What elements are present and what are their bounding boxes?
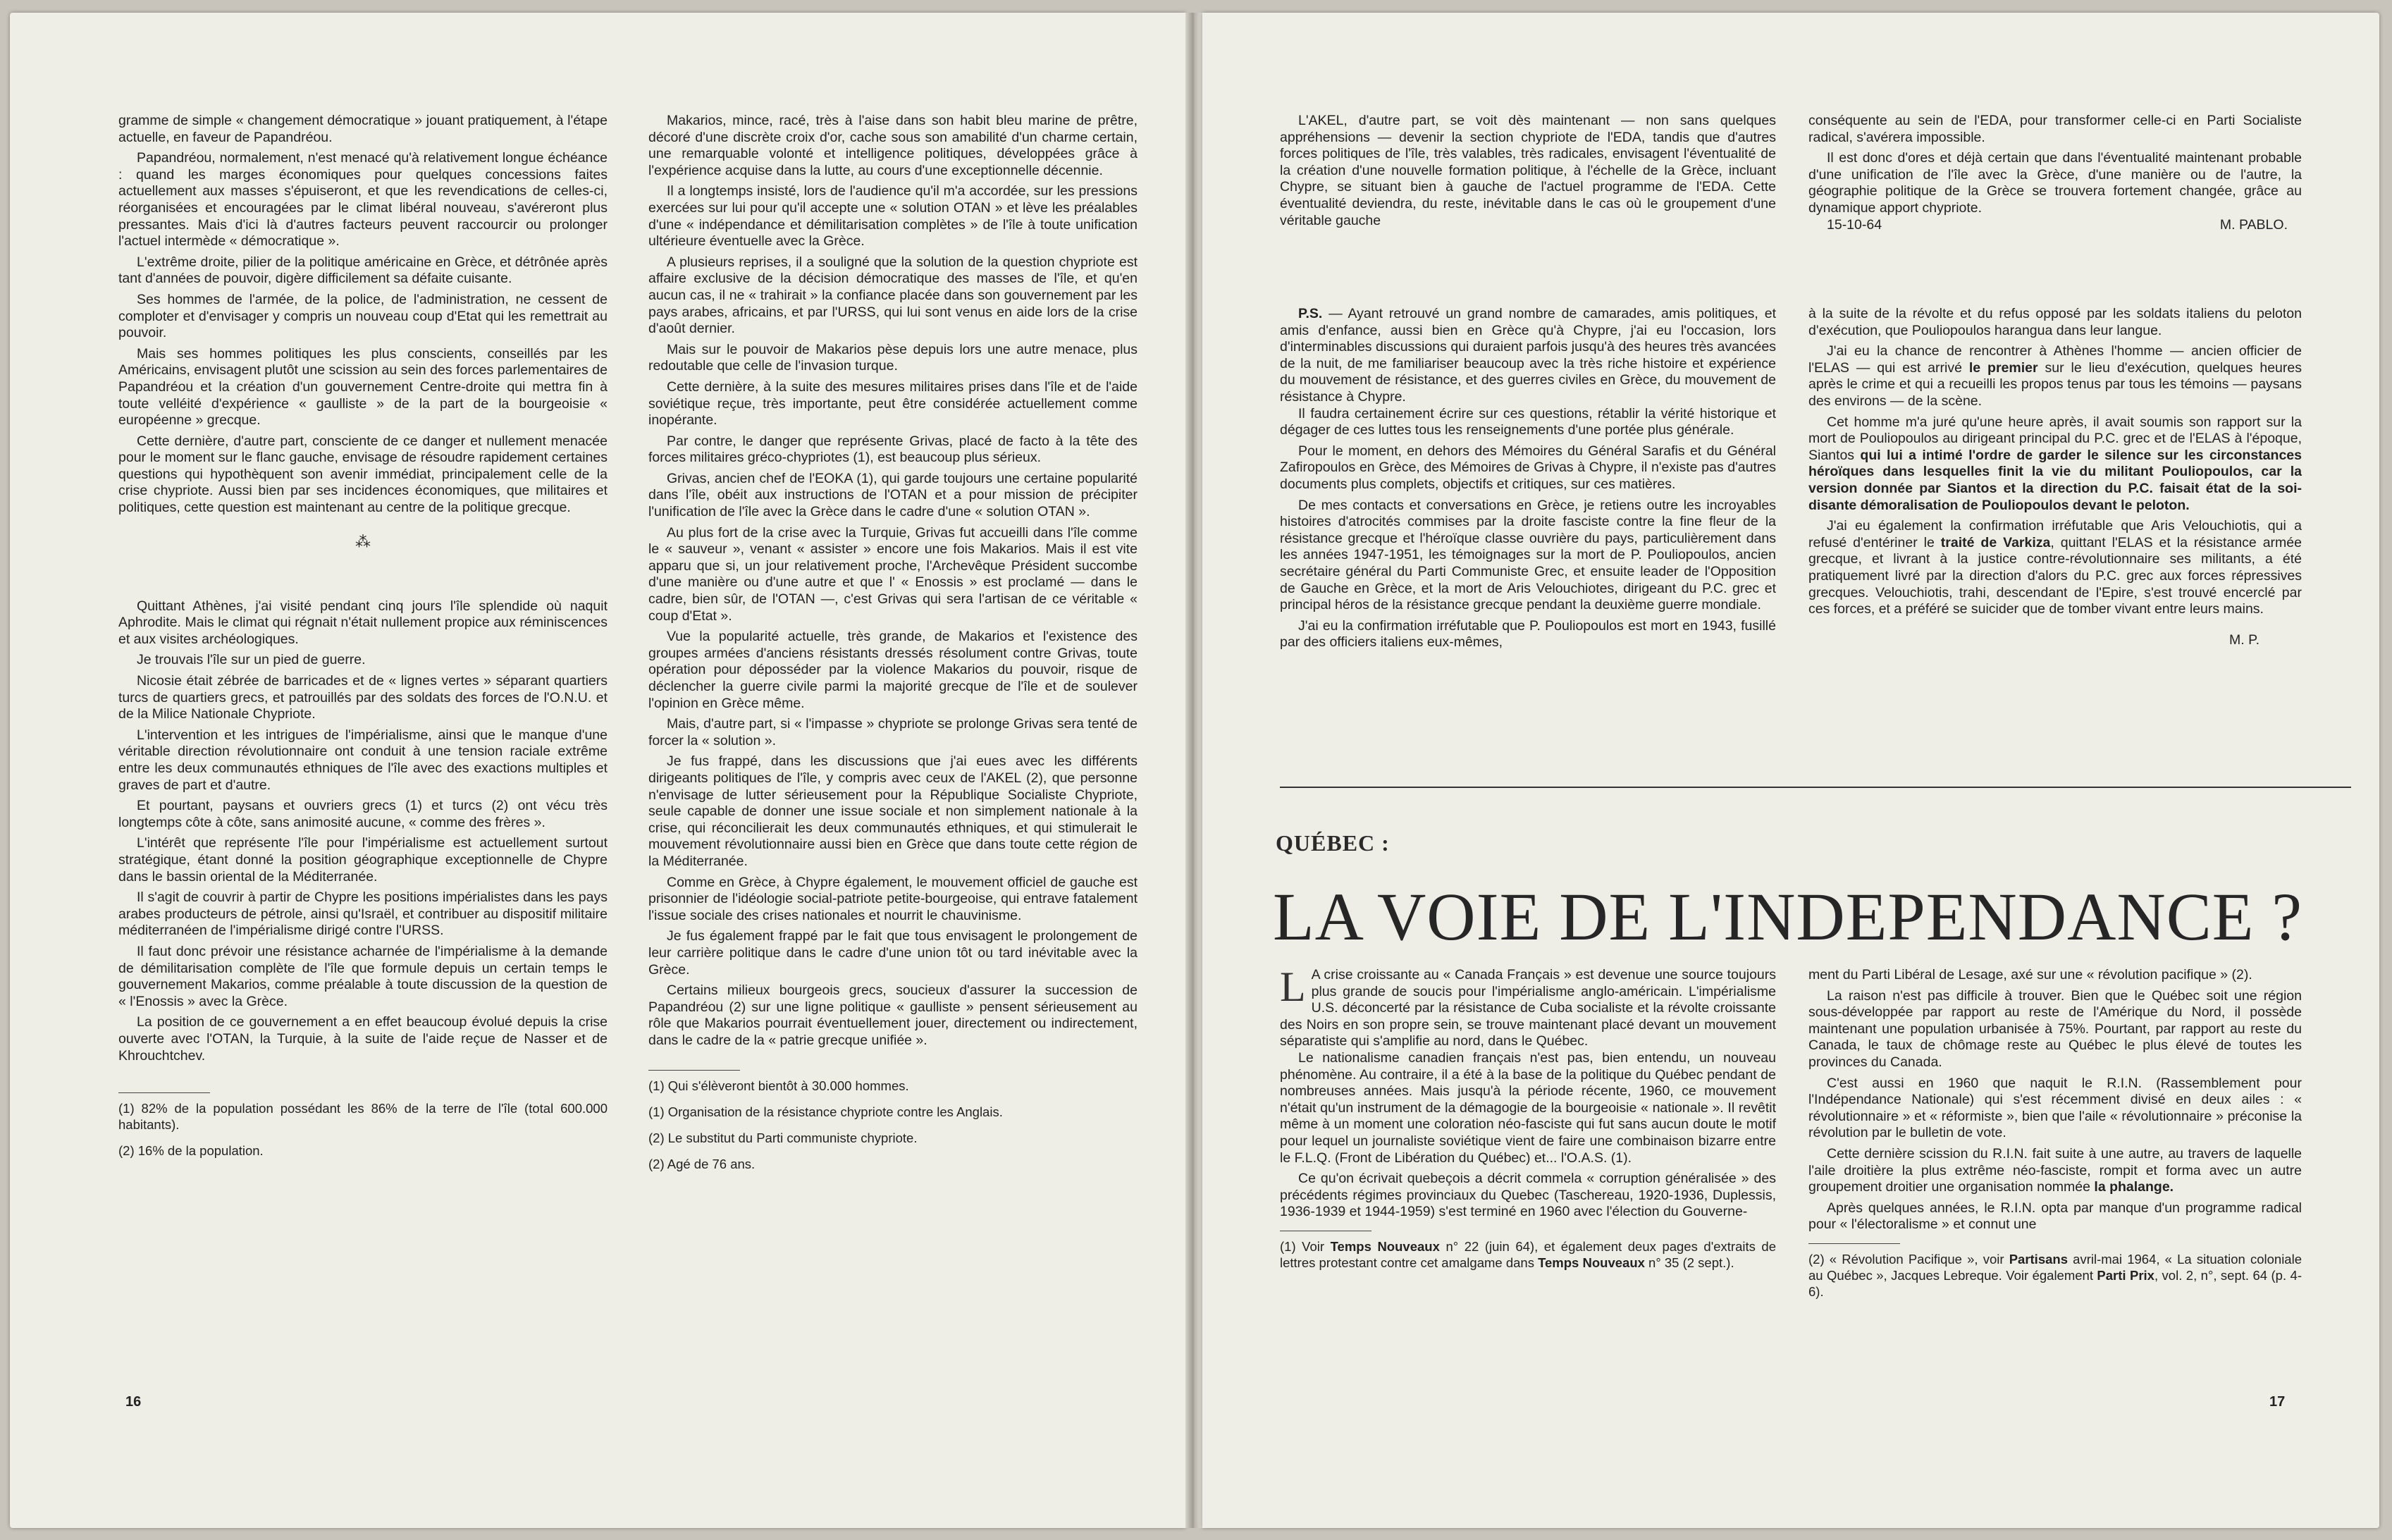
signature-date: 15-10-64	[1827, 216, 1882, 233]
paragraph: Le nationalisme canadien français n'est pas, bien entendu, un nouveau phénomène. Au contraire, il a été à la base de la politique du Québec pendant de nombreuses années. Mais jusqu'à la période récente, 1960, ce mouvement n'était qu'un instrument de la démagogie de la bourgeoisie « nationale ». Il revêtit même à un moment une coloration néo-fasciste qui fut sans aucun doute le motif pour lequel un journaliste soviétique vient de faire une combinaison bizarre entre le F.L.Q. (Front de Libération du Québec) et... l'O.A.S. (1).	[1280, 1049, 1776, 1166]
paragraph: J'ai eu la confirmation irréfutable que P. Pouliopoulos est mort en 1943, fusillé par des officiers italiens eux-mêmes,	[1280, 617, 1776, 651]
paragraph: Cette dernière, à la suite des mesures militaires prises dans l'île et de l'aide soviétique reçue, très importante, peut être considérée actuellement comme inopérante.	[648, 378, 1138, 429]
drop-cap: L	[1280, 963, 1306, 1010]
paragraph: L'intérêt que représente l'île pour l'impérialisme est actuellement surtout stratégique, étant donné la position géographique exceptionnelle de Chypre dans le bassin oriental de la Méditerranée.	[118, 835, 608, 885]
postscript-column-2	[1808, 306, 2302, 648]
paragraph: conséquente au sein de l'EDA, pour transformer celle-ci en Parti Socialiste radical, s'avérera impossible.	[1808, 113, 2302, 145]
text-run: n° 22 (juin 64), et également deux pages d'extraits de lettres protestant contre cet amalgame dans	[1280, 1238, 1777, 1270]
paragraph: Mais, d'autre part, si « l'impasse » chypriote se prolonge Grivas sera tenté de forcer la « solution ».	[648, 716, 1138, 749]
footnote-rule	[648, 1070, 740, 1071]
section-asterism: ⁂	[355, 532, 371, 550]
right-page	[1202, 13, 2379, 1528]
paragraph: Mais sur le pouvoir de Makarios pèse depuis lors une autre menace, plus redoutable que celle de l'invasion turque.	[648, 341, 1138, 374]
text-run: (1) Voir	[1280, 1238, 1331, 1254]
paragraph: Comme en Grèce, à Chypre également, le mouvement officiel de gauche est prisonnier de l'idéologie social-patriote petite-bourgeoise, qui entrave fatalement l'issue sociale des crises nationales et nourrit le chauvinisme.	[648, 874, 1138, 923]
article-headline: LA VOIE DE L'INDEPENDANCE ?	[1273, 879, 2302, 954]
paragraph	[1808, 518, 2302, 618]
paragraph: Grivas, ancien chef de l'EOKA (1), qui garde toujours une certaine popularité dans l'île, obéit aux instructions de l'OTAN et a pour mission de précipiter l'unification de l'île avec la Grèce dans le cadre d'une « solution OTAN ».	[648, 470, 1138, 520]
ps-initials: M. P.	[2229, 632, 2260, 648]
paragraph	[1808, 1146, 2302, 1196]
postscript-column-1	[1280, 306, 1776, 651]
lead-paragraph	[1280, 963, 1776, 1050]
bold-run: qui lui a intimé l'ordre de garder le silence sur les circonstances héroïques dans lesquelles finit la vie du militant Pouliopoulos, car la version donnée par Siantos et la direction du P.C. faisait état de la soi-disante démoralisation de Pouliopoulos devant le peloton.	[1808, 447, 2302, 513]
paragraph: gramme de simple « changement démocratique » jouant pratiquement, à l'étape actuelle, en faveur de Papandréou.	[118, 113, 608, 145]
paragraph	[1808, 343, 2302, 409]
paragraph: Je trouvais l'île sur un pied de guerre.	[137, 652, 366, 668]
page-number-right: 17	[2269, 1394, 2286, 1410]
article-column-1	[1280, 963, 1777, 1281]
paragraph: L'extrême droite, pilier de la politique américaine en Grèce, et détrônée après tant d'années de pouvoir, digère difficilement sa défaite cuisante.	[118, 254, 608, 287]
paragraph: Par contre, le danger que représente Grivas, placé de facto à la tête des forces militaires gréco-chypriotes (1), est beaucoup plus sérieux.	[648, 433, 1138, 466]
bold-run: Temps Nouveaux	[1330, 1238, 1440, 1254]
paragraph: Cette dernière, d'autre part, consciente de ce danger et nullement menacée pour le moment sur le flanc gauche, envisage de résoudre rapidement certaines questions qui hypothèquent son avenir immédiat, principalement celle de la crise chypriote. Aussi bien par ses incidences économiques, que militaires et politiques, cette question est maintenant au centre de la politique grecque.	[118, 433, 608, 516]
signature-line	[1808, 217, 2302, 234]
paragraph: Je fus également frappé par le fait que tous envisagent le prolongement de leur carrière politique dans le cadre d'une union tôt ou tard inévitable avec la Grèce.	[648, 928, 1138, 978]
paragraph: La position de ce gouvernement a en effet beaucoup évolué depuis la crise ouverte avec l'OTAN, la Turquie, à la suite de l'aide reçue de Nasser et de Khrouchtchev.	[118, 1014, 608, 1064]
paragraph: Il a longtemps insisté, lors de l'audience qu'il m'a accordée, sur les pressions exercées sur lui pour qu'il accepte une « solution OTAN » et lève les préalables d'une « indépendance et démilitarisation complètes » de l'île à toute unification ultérieure éventuelle avec la Grèce.	[648, 183, 1138, 250]
bold-run: Partisans	[2009, 1251, 2068, 1267]
lead-text: A crise croissante au « Canada Français » est devenue une source toujours plus grande de soucis pour l'impérialisme anglo-américain. L'impérialisme U.S. déconcerté par la résistance de Cuba socialiste et la révolte croissante des Noirs en son propre sein, se trouve maintenant placé devant un mouvement séparatiste qui s'amplifie au nord, dans le Québec.	[1280, 967, 1776, 1049]
bold-run: Temps Nouveaux	[1538, 1255, 1645, 1270]
paragraph	[1808, 414, 2302, 515]
footnote: (1) 82% de la population possédant les 86% de la terre de l'île (total 600.000 habitants).	[118, 1101, 608, 1133]
paragraph: De mes contacts et conversations en Grèce, je retiens outre les incroyables histoires d'atrocités commises par la droite fasciste contre la fine fleur de la résistance grecque et l'héroïque classe ouvrière du pays, particulièrement dans les années 1947-1951, les témoignages sur la mort de P. Pouliopoulos, ancien secrétaire général du Parti Communiste Grec, et ensuite leader de l'Opposition de Gauche en Grèce, et la mort de Aris Velouchiotes, dirigeant du P.C. grec et principal héros de la résistance grecque pendant la deuxième guerre mondiale.	[1280, 497, 1776, 613]
footnote: (2) Le substitut du Parti communiste chypriote.	[648, 1131, 918, 1146]
footnote: (1) Qui s'élèveront bientôt à 30.000 hommes.	[648, 1078, 909, 1094]
text-run: J'ai eu la chance de rencontrer à Athènes l'homme — ancien officier de l'ELAS — qui est arrivé	[1808, 343, 2302, 376]
article-divider	[1280, 787, 2351, 788]
text-run: Cet homme m'a juré qu'une heure après, il avait soumis son rapport sur la mort de Pouliopoulos au dirigeant principal du P.C. grec et de l'ELAS à l'époque, Siantos	[1808, 414, 2302, 463]
paragraph: Je fus frappé, dans les discussions que j'ai eues avec les différents dirigeants politiques de l'île, y compris avec ceux de l'AKEL (2), que personne n'envisage de lutter sérieusement pour la République Socialiste Chypriote, seule capable de donner une issue sociale et non simplement nationale à la crise, qui réconcilierait les deux communautés ethniques, et qui stimulerait le mouvement révolutionnaire aussi bien en Grèce que dans toute cette région de la Méditerranée.	[648, 753, 1138, 869]
bold-run: traité de Varkiza	[1940, 534, 2051, 550]
paragraph: A plusieurs reprises, il a souligné que la solution de la question chypriote est affaire exclusive de la décision démocratique des masses de l'île, et qu'en aucun cas, il ne « trahirait » la confiance placée dans son gouvernement par les pays arabes, africains, et par l'URSS, qui lui sont venus en aide lors de la crise d'août dernier.	[648, 254, 1138, 337]
article-kicker: QUÉBEC :	[1276, 830, 1390, 856]
article-column-2	[1808, 967, 2302, 1310]
paragraph: Papandréou, normalement, n'est menacé qu'à relativement longue échéance : quand les marges économiques pour quelques concessions faites actuellement aux masses s'épuiseront, et que les revendications de celles-ci, réorganisées et encouragées par le climat libéral nouveau, s'avéreront plus pressantes. Mais d'ici là d'autres facteurs peuvent raccourcir ou prolonger l'actuel intermède « démocratique ».	[118, 150, 608, 250]
book-gutter	[1185, 13, 1202, 1528]
paragraph: Vue la popularité actuelle, très grande, de Makarios et l'existence des groupes armées d'anciens résistants dressés résolument contre Grivas, toute opération pour déposséder par la violence Makarios du pouvoir, risque de déclencher la guerre civile parmi la majorité grecque de l'île et de soulever l'opinion en Grèce même.	[648, 629, 1138, 711]
right-top-column-2	[1808, 113, 2302, 233]
paragraph: Il s'agit de couvrir à partir de Chypre les positions impérialistes dans les pays arabes producteurs de pétrole, ainsi qu'Israël, et contribuer au dispositif militaire méditerranéen de l'impérialisme dirigé contre l'URSS.	[118, 889, 608, 939]
right-top-column-1	[1280, 113, 1776, 229]
text-run: J'ai eu également la confirmation irréfutable que Aris Velouchiotis, qui a refusé d'entériner le	[1808, 518, 2302, 550]
footnote-rule	[1808, 1243, 1900, 1244]
footnote: (2) Agé de 76 ans.	[648, 1157, 756, 1172]
paragraph: Makarios, mince, racé, très à l'aise dans son habit bleu marine de prêtre, décoré d'une discrète croix d'or, cache sous son amabilité d'un charme certain, une remarquable volonté et intelligence politiques, développées grâce à l'expérience acquise dans la lutte, au cours d'une exceptionnelle décennie.	[648, 113, 1138, 178]
ps-label: P.S.	[1298, 306, 1323, 321]
ps-first-text: — Ayant retrouvé un grand nombre de camarades, amis politiques, et amis d'enfance, aussi bien en Grèce qu'à Chypre, j'ai eu l'occasion, lors d'interminables discussions qui duraient parfois jusqu'à des heures très avancées de la nuit, de me familiariser beaucoup avec la très riche histoire et expérience du mouvement de résistance, et des guerres civiles en Grèce, du mouvement de résistance à Chypre.	[1280, 306, 1776, 405]
article-footnote-1	[1280, 1238, 1776, 1271]
left-column-2	[648, 113, 1138, 1182]
bold-run: le premier	[1968, 359, 2038, 376]
paragraph: Pour le moment, en dehors des Mémoires du Général Sarafis et du Général Zafiropoulos en Grèce, des Mémoires de Grivas à Chypre, il n'existe pas d'autres documents plus complets, objectifs et critiques, sur ces matières.	[1280, 443, 1776, 492]
page-number-left: 16	[125, 1394, 142, 1410]
text-run: (2) « Révolution Pacifique », voir	[1808, 1251, 2009, 1267]
paragraph: Il est donc d'ores et déjà certain que dans l'éventualité maintenant probable d'une unification de l'île avec la Grèce, d'une manière ou de l'autre, la géographie politique de la Grèce se trouvera fortement changée, grâce au dynamique apport chypriote.	[1808, 150, 2302, 216]
paragraph: Après quelques années, le R.I.N. opta par manque d'un programme radical pour « l'électoralisme » et connut une	[1808, 1200, 2302, 1233]
paragraph: Il faudra certainement écrire sur ces questions, rétablir la vérité historique et dégager de ces luttes tous les renseignements d'une portée plus générale.	[1280, 405, 1776, 438]
paragraph	[1280, 306, 1776, 406]
paragraph: Ses hommes de l'armée, de la police, de l'administration, ne cessent de comploter et d'envisager y compris un nouveau coup d'Etat qui les remettrait au pouvoir.	[118, 291, 608, 341]
paragraph: C'est aussi en 1960 que naquit le R.I.N. (Rassemblement pour l'Indépendance Nationale) qui s'est récemment divisé en deux ailes : « révolutionnaire » et « réformiste », bien que l'aile « révolutionnaire » préconise la révolution par le bulletin de vote.	[1808, 1075, 2302, 1141]
bold-run: la phalange.	[2094, 1179, 2174, 1195]
paragraph: L'AKEL, d'autre part, se voit dès maintenant — non sans quelques appréhensions — devenir la section chypriote de l'EDA, tandis que d'autres forces politiques de l'île, très valables, très radicales, envisagent l'éventualité de la création d'une nouvelle formation politique, à l'échelle de la Grèce, incluant Chypre, se situant bien à gauche de l'actuel programme de l'EDA. Cette éventualité deviendra, du reste, inévitable dans le cas où le groupement d'une véritable gauche	[1280, 113, 1776, 228]
left-page	[10, 13, 1185, 1528]
paragraph: Au plus fort de la crise avec la Turquie, Grivas fut accueilli dans l'île comme le « sauveur », venant « assister » encore une fois Makarios. Mais il est vite apparu que si, un jour relativement proche, l'Archevêque Président succombe d'une manière ou d'une autre et que l' « Enossis » est proclamé — dans le cadre, bien sûr, de l'OTAN —, c'est Grivas qui sera l'artisan de ce véritable « coup d'Etat ».	[648, 524, 1138, 624]
paragraph: Et pourtant, paysans et ouvriers grecs (1) et turcs (2) ont vécu très longtemps côte à côte, sans animosité aucune, « comme des frères ».	[118, 798, 608, 830]
text-run: Cette dernière scission du R.I.N. fait suite à une autre, au travers de laquelle l'aile droitière la plus extrême néo-fasciste, rompit et forma avec un autre groupement droitier une organisation nommée	[1808, 1145, 2302, 1195]
footnote-rule	[118, 1092, 210, 1093]
paragraph: Nicosie était zébrée de barricades et de « lignes vertes » séparant quartiers turcs de quartiers grecs, et patrouillés par des soldats des forces de l'O.N.U. et de la Milice Nationale Chypriote.	[118, 673, 608, 722]
paragraph: à la suite de la révolte et du refus opposé par les soldats italiens du peloton d'exécution, que Pouliopoulos harangua dans leur langue.	[1808, 306, 2302, 338]
left-column-1	[118, 113, 608, 1169]
paragraph: Mais ses hommes politiques les plus conscients, conseillés par les Américains, envisagent plutôt une scission au sein des forces parlementaires de Papandréou et la création d'un gouvernement Centre-droite qui mettra fin à toute velléité d'expérience « gaulliste » de la part de la bourgeoisie « européenne » grecque.	[118, 345, 608, 429]
text-run: avril-mai 1964, « La situation coloniale au Québec », Jacques Lebreque. Voir également	[1808, 1251, 2302, 1283]
paragraph: Il faut donc prévoir une résistance acharnée de l'impérialisme à la demande de démilitarisation complète de l'île que formule depuis un certain temps le gouvernement Makarios, comme préalable à toute discussion de la question de « l'Enossis » avec la Grèce.	[118, 943, 608, 1009]
paragraph: ment du Parti Libéral de Lesage, axé sur une « révolution pacifique » (2).	[1808, 967, 2252, 982]
footnote: (1) Organisation de la résistance chypriote contre les Anglais.	[648, 1104, 1003, 1120]
footnote: (2) 16% de la population.	[118, 1143, 264, 1159]
paragraph: Ce qu'on écrivait quebeçois a décrit commela « corruption généralisée » des précédents régimes provinciaux du Quebec (Taschereau, 1920-1936, Duplessis, 1936-1939 et 1944-1959) s'est terminé en 1960 avec l'élection du Gouverne-	[1280, 1171, 1776, 1220]
text-run: sur le lieu d'exécution, quelques heures après le crime et qui a recueilli les propos tenus par tous les témoins — paysans des environs — de la scène.	[1808, 359, 2302, 409]
paragraph: L'intervention et les intrigues de l'impérialisme, ainsi que le manque d'une véritable direction révolutionnaire ont conduit à une tension raciale extrême entre les deux communautés ethniques de l'île avec des exactions multiples et graves de part et d'autre.	[118, 727, 608, 793]
paragraph: Quittant Athènes, j'ai visité pendant cinq jours l'île splendide où naquit Aphrodite. Mais le climat qui régnait n'était nullement propice aux réminiscences et aux visites archéologiques.	[118, 598, 608, 647]
text-run: , vol. 2, n°, sept. 64 (p. 4-6).	[1808, 1267, 2302, 1299]
paragraph: La raison n'est pas difficile à trouver. Bien que le Québec soit une région sous-développée par rapport au reste de l'Amérique du Nord, il possède maintenant une population urbanisée à 75%. Pourtant, par rapport au reste du Canada, le taux de chômage reste au Québec le plus élevé de toutes les provinces du Canada.	[1808, 987, 2302, 1070]
text-run: , quittant l'ELAS et la résistance armée grecque, et livrant à la justice contre-révolutionnaire ses militants, a été pratiquement livré par la direction d'alors du P.C. grec aux forces répressives grecques. Velouchiotis, trahi, descendant de l'Epire, s'est trouvé encerclé par ces forces, et a préféré se suicider que de tomber vivant entre leurs mains.	[1808, 534, 2302, 617]
article-footnote-2	[1808, 1251, 2302, 1300]
text-run: n° 35 (2 sept.).	[1644, 1255, 1734, 1270]
bold-run: Parti Prix	[2097, 1267, 2154, 1283]
signature-author: M. PABLO.	[2219, 216, 2288, 233]
paragraph: Certains milieux bourgeois grecs, soucieux d'assurer la succession de Papandréou (2) sur une ligne politique « gaulliste » pensent sérieusement au rôle que Makarios pourrait éventuellement jouer, directement ou indirectement, dans le cadre de la « patrie grecque unifiée ».	[648, 982, 1138, 1048]
